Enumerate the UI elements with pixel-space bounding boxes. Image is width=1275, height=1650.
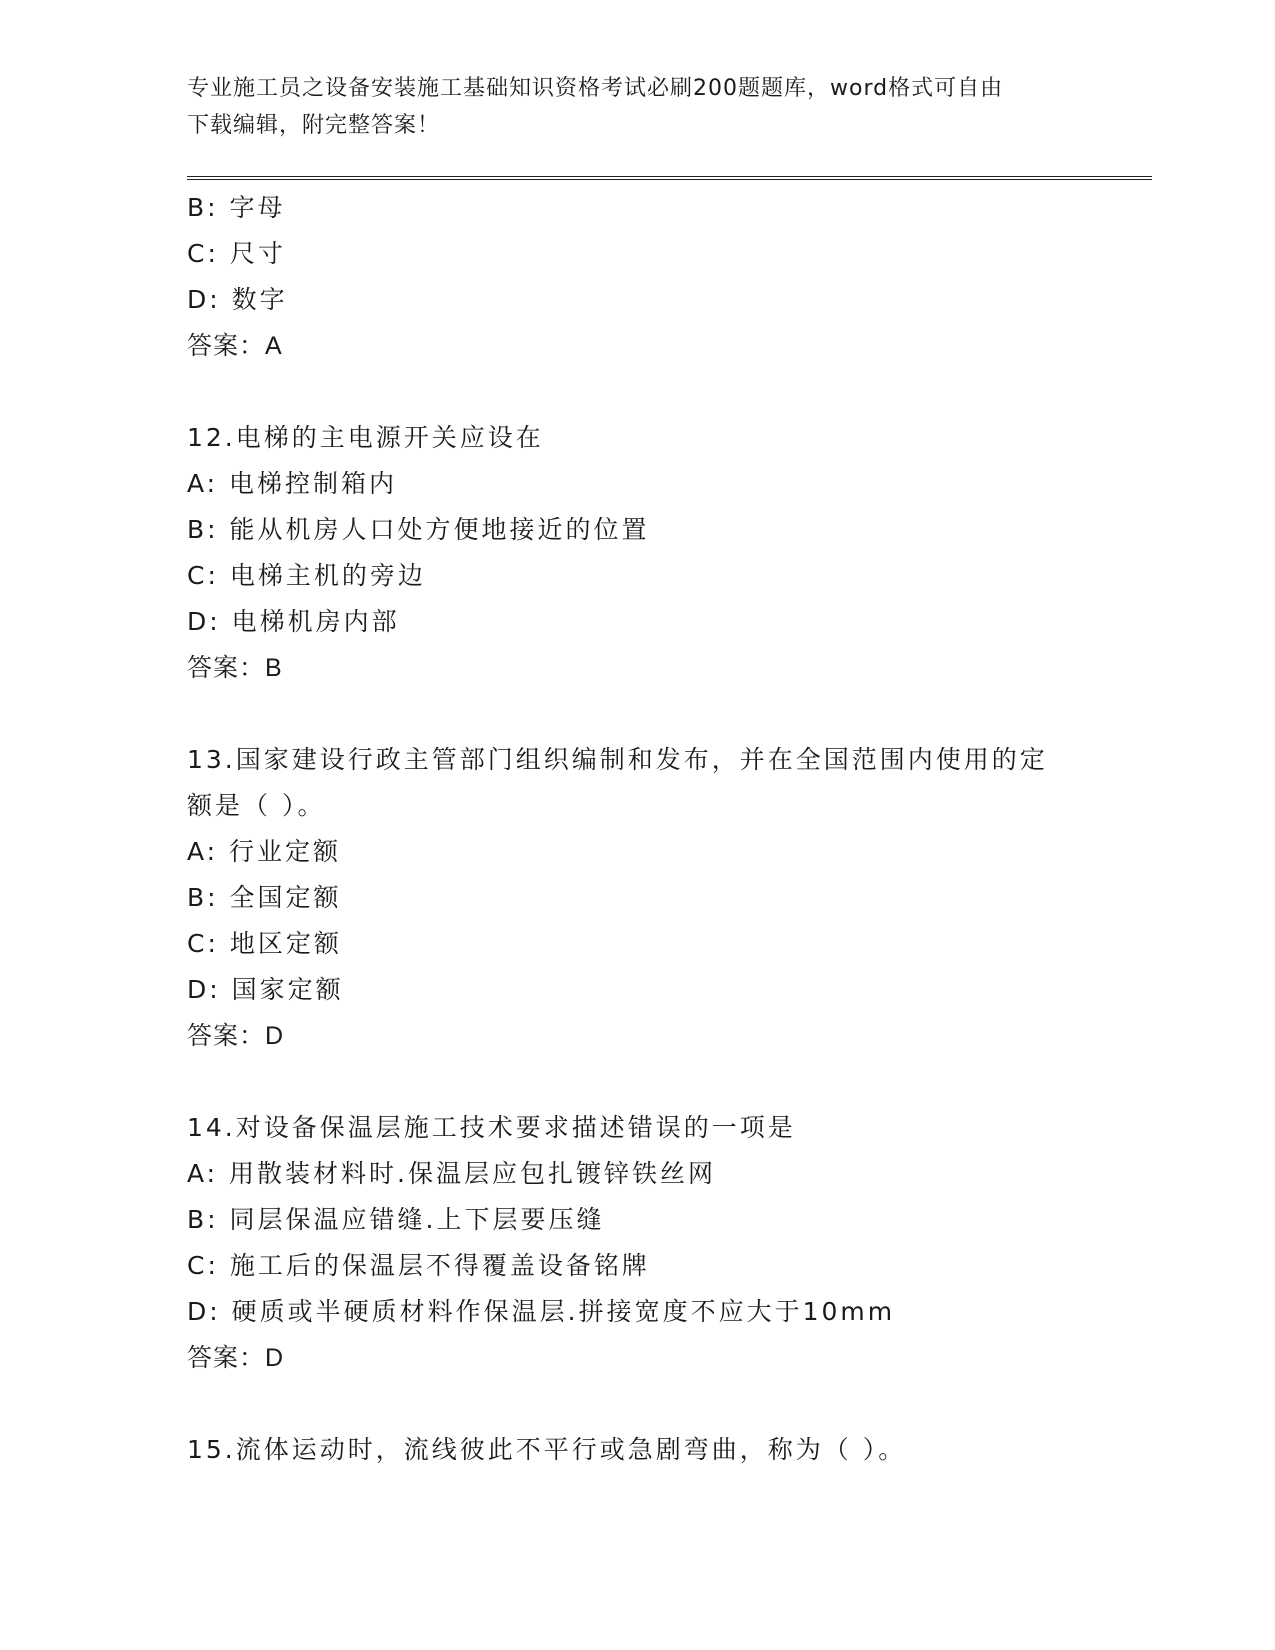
option-d: D: 数字 xyxy=(187,285,288,314)
question-stem: 15.流体运动时，流线彼此不平行或急剧弯曲，称为（ ）。 xyxy=(187,1435,907,1464)
answer-line: 答案：A xyxy=(187,332,283,360)
option-c: C: 尺寸 xyxy=(187,239,286,268)
option-a: A: 用散装材料时.保温层应包扎镀锌铁丝网 xyxy=(187,1159,716,1188)
option-d: D: 电梯机房内部 xyxy=(187,607,400,636)
question-spacer xyxy=(187,1381,1087,1427)
answer-line: 答案：D xyxy=(187,1022,285,1050)
header-divider xyxy=(187,176,1152,180)
option-c: C: 电梯主机的旁边 xyxy=(187,561,426,590)
question-block-15 xyxy=(187,1427,1087,1473)
header-title-line-1: 专业施工员之设备安装施工基础知识资格考试必刷200题题库，word格式可自由 xyxy=(187,76,1004,101)
question-block-14 xyxy=(187,1105,1087,1381)
option-b: B: 全国定额 xyxy=(187,883,342,912)
option-d: D: 硬质或半硬质材料作保温层.拼接宽度不应大于10mm xyxy=(187,1297,896,1326)
question-spacer xyxy=(187,691,1087,737)
option-b: B: 能从机房人口处方便地接近的位置 xyxy=(187,515,650,544)
option-c: C: 施工后的保温层不得覆盖设备铭牌 xyxy=(187,1251,650,1280)
question-block-12 xyxy=(187,415,1087,691)
question-list xyxy=(187,185,1087,1473)
option-b: B: 字母 xyxy=(187,193,286,222)
question-stem: 12.电梯的主电源开关应设在 xyxy=(187,423,544,452)
option-c: C: 地区定额 xyxy=(187,929,342,958)
question-stem: 14.对设备保温层施工技术要求描述错误的一项是 xyxy=(187,1113,796,1142)
option-a: A: 电梯控制箱内 xyxy=(187,469,398,498)
question-block-11 xyxy=(187,185,1087,369)
question-block-13 xyxy=(187,737,1087,1059)
question-spacer xyxy=(187,1059,1087,1105)
answer-line: 答案：B xyxy=(187,654,283,682)
option-a: A: 行业定额 xyxy=(187,837,342,866)
question-spacer xyxy=(187,369,1087,415)
header-title-line-2: 下载编辑，附完整答案！ xyxy=(187,113,441,138)
answer-line: 答案：D xyxy=(187,1344,285,1372)
question-stem-continued: 额是（ ）。 xyxy=(187,791,326,820)
question-stem: 13.国家建设行政主管部门组织编制和发布，并在全国范围内使用的定 xyxy=(187,745,1048,774)
option-b: B: 同层保温应错缝.上下层要压缝 xyxy=(187,1205,605,1234)
option-d: D: 国家定额 xyxy=(187,975,344,1004)
document-header xyxy=(187,70,1087,144)
